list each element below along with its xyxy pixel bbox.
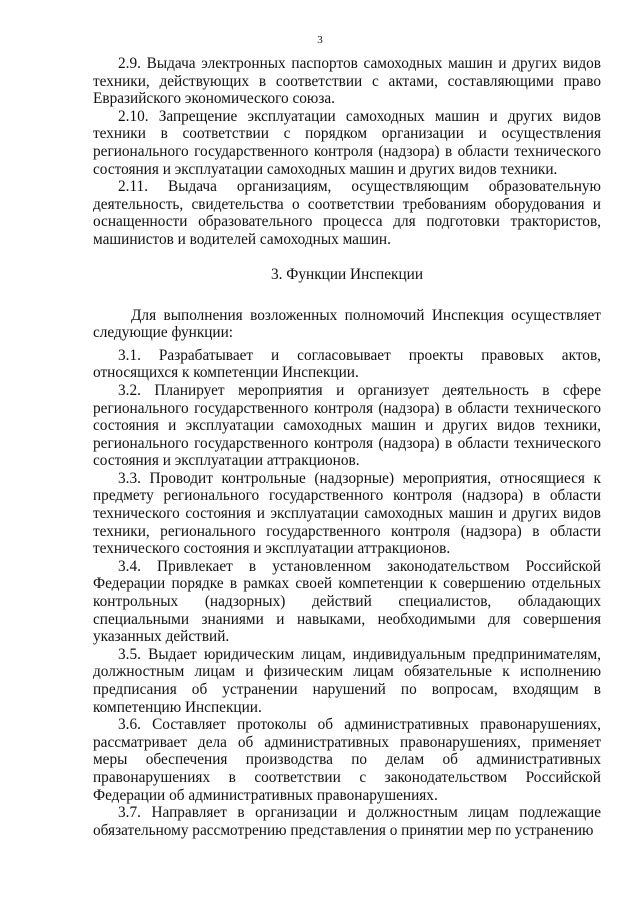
paragraph-2-11: 2.11. Выдача организациям, осуществляющим образовательную деятельность, свидетельства о соответствии требованиям оборудования и оснащенности образовательного процесса для подготовки трактористов, машинистов и водителей самоходных машин. [93, 178, 601, 248]
paragraph-3-6: 3.6. Составляет протоколы об административных правонарушениях, рассматривает дела об административных правонарушениях, применяет меры обеспечения производства по делам об административных правонарушениях в соответствии с законодательством Российской Федерации об административных правонарушениях. [93, 716, 601, 804]
document-body [93, 55, 601, 839]
paragraph-3-5: 3.5. Выдает юридическим лицам, индивидуальным предпринимателям, должностным лицам и физическим лицам обязательные к исполнению предписания об устранении нарушений по вопросам, входящим в компетенцию Инспекции. [93, 645, 601, 716]
paragraph-3-3: 3.3. Проводит контрольные (надзорные) мероприятия, относящиеся к предмету регионального государственного контроля (надзора) в области технического состояния и эксплуатации самоходных машин и других видов техники, регионального государственного контроля (надзора) в области технического состояния и эксплуатации аттракционов. [93, 469, 601, 558]
paragraph-2-9: 2.9. Выдача электронных паспортов самоходных машин и других видов техники, действующих в соответствии с актами, составляющими право Евразийского экономического союза. [93, 55, 601, 108]
paragraph-3-4: 3.4. Привлекает в установленном законодательством Российской Федерации порядке в рамках своей компетенции к совершению отдельных контрольных (надзорных) действий специалистов, обладающих специальными знаниями и навыками, необходимыми для совершения указанных действий. [93, 557, 601, 646]
paragraph-3-2: 3.2. Планирует мероприятия и организует деятельность в сфере регионального государственного контроля (надзора) в области технического состояния и эксплуатации самоходных машин и других видов техники, регионального государственного контроля (надзора) в области технического состояния и эксплуатации аттракционов. [93, 381, 601, 470]
paragraph-3-7: 3.7. Направляет в организации и должностным лицам подлежащие обязательному рассмотрению представления о принятии мер по устранению [93, 804, 601, 839]
paragraph-2-10: 2.10. Запрещение эксплуатации самоходных машин и других видов техники в соответствии с порядком организации и осуществления регионального государственного контроля (надзора) в области технического состояния и эксплуатации самоходных машин и других видов техники. [93, 107, 601, 178]
section-intro: Для выполнения возложенных полномочий Инспекция осуществляет следующие функции: [93, 306, 601, 342]
paragraph-3-1: 3.1. Разрабатывает и согласовывает проекты правовых актов, относящихся к компетенции Инспекции. [93, 346, 601, 382]
section-heading: 3. Функции Инспекции [270, 265, 424, 283]
page-number: 3 [317, 34, 323, 46]
